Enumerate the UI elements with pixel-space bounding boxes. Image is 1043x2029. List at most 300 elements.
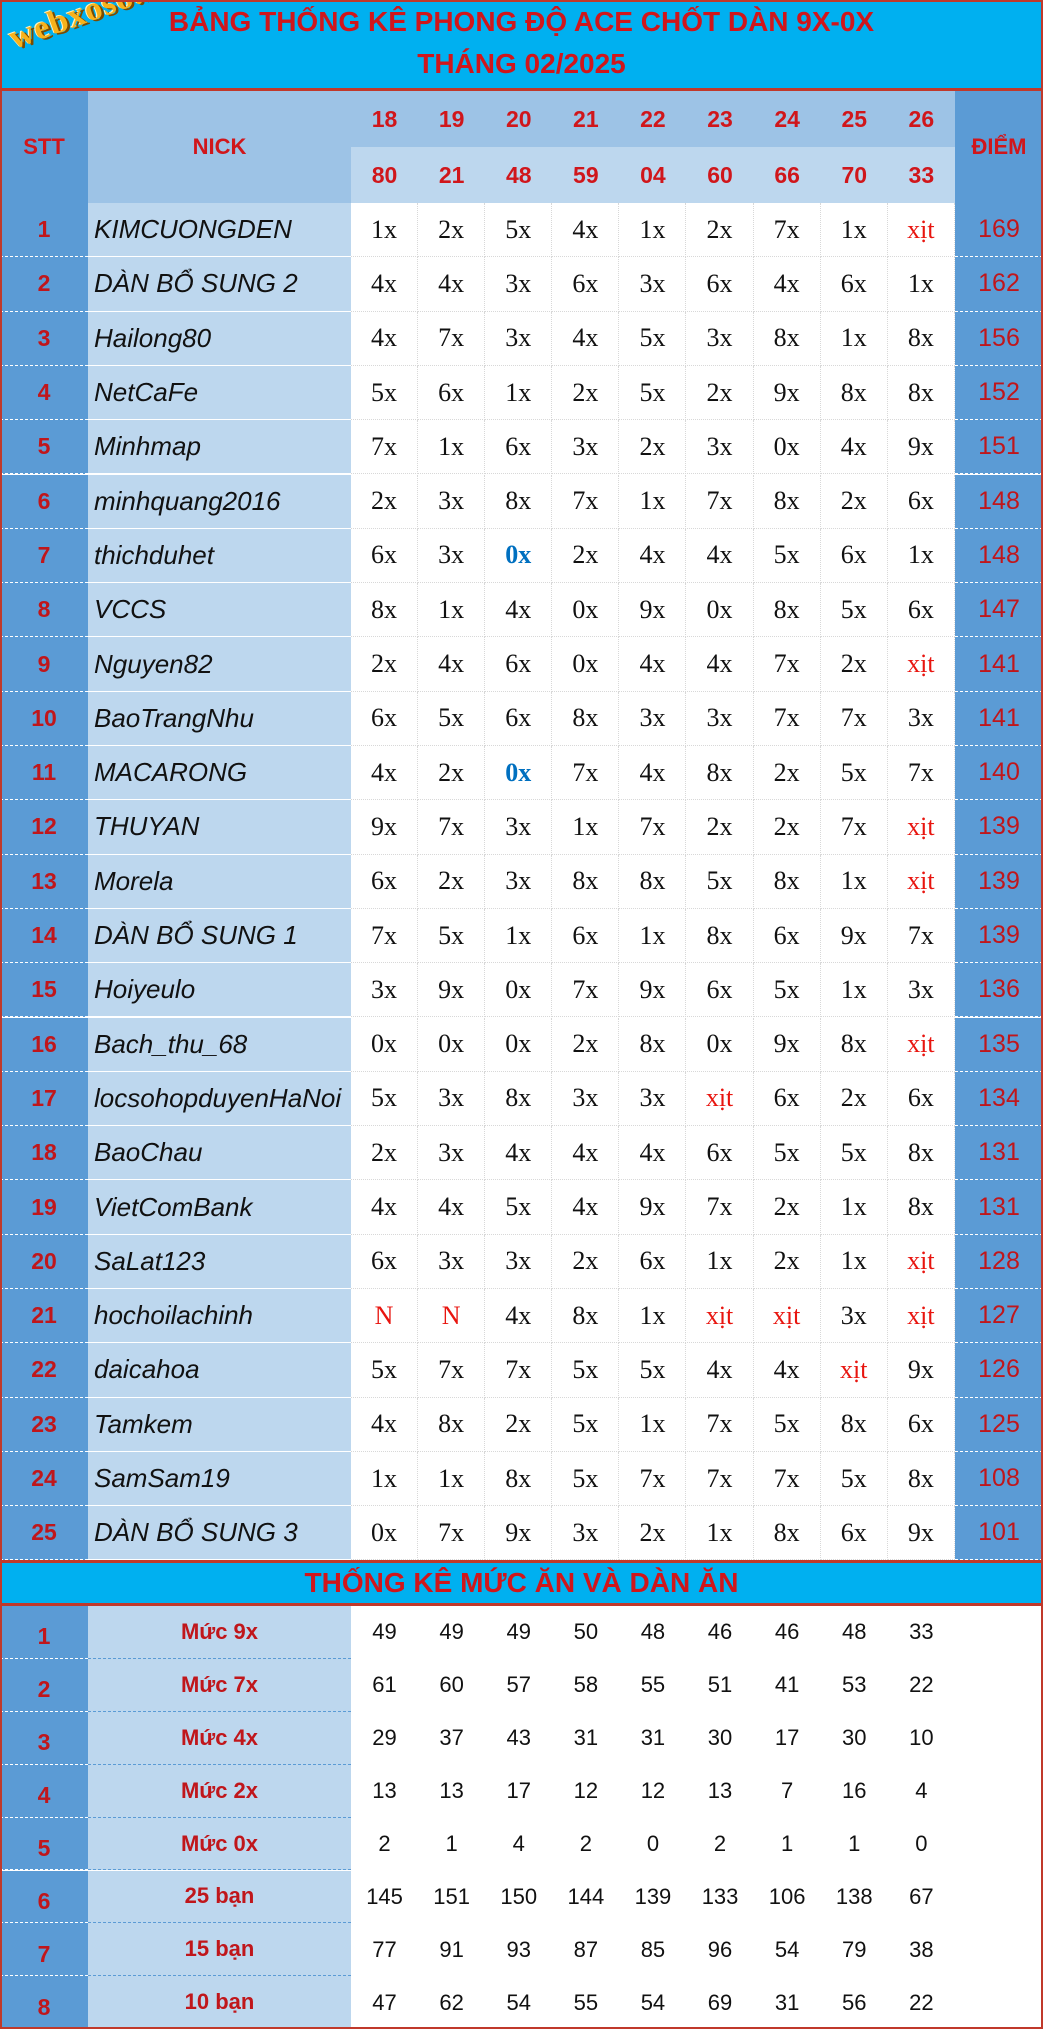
row-cell: 5x xyxy=(351,1072,418,1126)
row-cell: 6x xyxy=(754,909,821,963)
stats-value: 46 xyxy=(774,1619,800,1645)
row-stt: 12 xyxy=(0,800,88,854)
row-cell: 0x xyxy=(485,963,552,1017)
row-cell: 6x xyxy=(888,475,955,529)
stats-value: 49 xyxy=(506,1619,531,1645)
row-stt: 6 xyxy=(0,475,88,529)
row-cell: 2x xyxy=(552,1235,619,1289)
stats-value: 12 xyxy=(640,1778,666,1804)
row-cell: 4x xyxy=(619,1126,686,1180)
row-cell: 7x xyxy=(418,800,485,854)
row-cell: 7x xyxy=(418,312,485,366)
row-score: 135 xyxy=(955,1018,1043,1072)
row-stt: 24 xyxy=(0,1452,88,1506)
stats-value: 13 xyxy=(439,1778,464,1804)
row-cell: 0x xyxy=(351,1506,418,1560)
row-cell: 3x xyxy=(485,257,552,311)
row-cell: 7x xyxy=(418,1506,485,1560)
row-cell: 1x xyxy=(619,475,686,529)
row-cell: 4x xyxy=(754,257,821,311)
stats-value: 12 xyxy=(573,1778,599,1804)
row-cell: 4x xyxy=(552,1126,619,1180)
row-cell: 8x xyxy=(888,312,955,366)
row-cell: 3x xyxy=(821,1289,888,1343)
row-cell: 2x xyxy=(351,475,418,529)
row-nick: hochoilachinh xyxy=(88,1289,351,1343)
row-score: 101 xyxy=(955,1506,1043,1560)
row-stt: 2 xyxy=(0,257,88,311)
row-stt: 8 xyxy=(0,583,88,637)
result-header: 80 xyxy=(371,161,398,188)
stats-value: 41 xyxy=(774,1672,800,1698)
row-cell: 1x xyxy=(485,366,552,420)
stats-stt: 6 xyxy=(0,1871,88,1924)
header-score: ĐIỂM xyxy=(955,91,1043,203)
row-cell: 1x xyxy=(821,312,888,366)
row-cell: 8x xyxy=(351,583,418,637)
row-cell: xịt xyxy=(687,1289,754,1343)
stats-value: 1 xyxy=(781,1831,794,1857)
row-cell: 8x xyxy=(754,475,821,529)
row-cell: 1x xyxy=(619,1289,686,1343)
row-stt: 20 xyxy=(0,1235,88,1289)
row-stt: 19 xyxy=(0,1180,88,1234)
row-score: 128 xyxy=(955,1235,1043,1289)
stats-value: 30 xyxy=(707,1725,733,1751)
row-cell: 8x xyxy=(888,1452,955,1506)
row-stt: 5 xyxy=(0,420,88,474)
row-cell: 6x xyxy=(687,1126,754,1180)
row-cell: 5x xyxy=(754,529,821,583)
row-cell: 9x xyxy=(351,800,418,854)
stats-value: 22 xyxy=(909,1989,934,2015)
row-cell: 3x xyxy=(687,692,754,746)
row-stt: 13 xyxy=(0,855,88,909)
stats-value: 22 xyxy=(909,1672,934,1698)
stats-value: 53 xyxy=(841,1672,867,1698)
stats-value: 150 xyxy=(500,1883,538,1909)
stats-stt: 8 xyxy=(0,1976,88,2029)
row-nick: Hailong80 xyxy=(88,312,351,366)
row-score: 131 xyxy=(955,1126,1043,1180)
stats-value: 60 xyxy=(439,1672,464,1698)
row-cell: 6x xyxy=(418,366,485,420)
row-cell: 2x xyxy=(552,529,619,583)
row-cell: 5x xyxy=(821,583,888,637)
row-stt: 21 xyxy=(0,1289,88,1343)
stats-value: 49 xyxy=(439,1619,464,1645)
row-cell: 6x xyxy=(351,855,418,909)
row-stt: 14 xyxy=(0,909,88,963)
stats-value: 1 xyxy=(445,1831,458,1857)
day-header: 26 xyxy=(908,105,935,132)
stats-value: 17 xyxy=(774,1725,800,1751)
row-nick: DÀN BỔ SUNG 3 xyxy=(88,1506,351,1560)
row-cell: 6x xyxy=(821,257,888,311)
row-score: 136 xyxy=(955,963,1043,1017)
row-cell: 2x xyxy=(754,1180,821,1234)
stats-value: 13 xyxy=(372,1778,397,1804)
row-cell: 9x xyxy=(619,1180,686,1234)
row-score: 151 xyxy=(955,420,1043,474)
day-header: 25 xyxy=(841,105,868,132)
row-cell: 6x xyxy=(888,583,955,637)
stats-value: 31 xyxy=(640,1725,666,1751)
row-cell: 1x xyxy=(552,800,619,854)
row-cell: 1x xyxy=(821,1180,888,1234)
row-cell: xịt xyxy=(888,1289,955,1343)
row-cell: 0x xyxy=(687,1018,754,1072)
row-cell: 2x xyxy=(821,1072,888,1126)
row-cell: 2x xyxy=(821,475,888,529)
row-cell: 7x xyxy=(485,1343,552,1397)
stats-value: 56 xyxy=(841,1989,867,2015)
page-title: BẢNG THỐNG KÊ PHONG ĐỘ ACE CHỐT DÀN 9X-0X xyxy=(168,6,875,37)
row-cell: 8x xyxy=(888,366,955,420)
stats-label: Mức 0x xyxy=(88,1818,351,1871)
row-cell: 6x xyxy=(687,257,754,311)
row-stt: 7 xyxy=(0,529,88,583)
row-stt: 9 xyxy=(0,637,88,691)
day-header: 23 xyxy=(707,105,733,132)
row-cell: 9x xyxy=(754,1018,821,1072)
row-stt: 16 xyxy=(0,1018,88,1072)
row-cell: 1x xyxy=(351,203,418,257)
row-cell: 6x xyxy=(351,529,418,583)
row-cell: 7x xyxy=(687,1398,754,1452)
stats-value: 151 xyxy=(433,1883,470,1909)
row-cell: 8x xyxy=(619,1018,686,1072)
row-nick: BaoTrangNhu xyxy=(88,692,351,746)
day-header: 21 xyxy=(573,105,599,132)
stats-value: 93 xyxy=(506,1936,531,1962)
row-cell: 3x xyxy=(418,1235,485,1289)
stats-value: 51 xyxy=(707,1672,733,1698)
stats-value: 17 xyxy=(506,1778,531,1804)
row-nick: DÀN BỔ SUNG 2 xyxy=(88,257,351,311)
row-cell: 8x xyxy=(687,746,754,800)
row-cell: 4x xyxy=(418,257,485,311)
row-cell: 3x xyxy=(552,1072,619,1126)
stats-value: 49 xyxy=(372,1619,397,1645)
row-cell: 0x xyxy=(552,583,619,637)
row-cell: xịt xyxy=(821,1343,888,1397)
row-nick: daicahoa xyxy=(88,1343,351,1397)
stats-value: 58 xyxy=(573,1672,599,1698)
stats-value: 7 xyxy=(781,1778,794,1804)
row-cell: 5x xyxy=(351,1343,418,1397)
row-cell: 8x xyxy=(485,1452,552,1506)
row-cell: 3x xyxy=(619,257,686,311)
row-cell: 6x xyxy=(754,1072,821,1126)
row-nick: Hoiyeulo xyxy=(88,963,351,1017)
row-cell: 1x xyxy=(888,257,955,311)
stats-value: 144 xyxy=(567,1883,605,1909)
stats-value: 145 xyxy=(366,1883,403,1909)
stats-value: 54 xyxy=(774,1936,800,1962)
row-nick: Morela xyxy=(88,855,351,909)
row-score: 169 xyxy=(955,203,1043,257)
stats-value: 61 xyxy=(372,1672,397,1698)
row-score: 148 xyxy=(955,475,1043,529)
row-cell: 8x xyxy=(888,1180,955,1234)
row-cell: 1x xyxy=(619,1398,686,1452)
row-score: 139 xyxy=(955,800,1043,854)
row-cell: 3x xyxy=(485,800,552,854)
row-cell: 8x xyxy=(552,692,619,746)
row-stt: 10 xyxy=(0,692,88,746)
day-header: 22 xyxy=(640,105,666,132)
row-cell: 4x xyxy=(418,1180,485,1234)
row-stt: 3 xyxy=(0,312,88,366)
result-header: 21 xyxy=(438,161,465,188)
row-cell: 7x xyxy=(687,1180,754,1234)
row-nick: SamSam19 xyxy=(88,1452,351,1506)
row-cell: 3x xyxy=(418,475,485,529)
row-cell: 3x xyxy=(351,963,418,1017)
row-cell: 6x xyxy=(351,692,418,746)
row-cell: 4x xyxy=(552,1180,619,1234)
row-cell: 0x xyxy=(552,637,619,691)
row-cell: 7x xyxy=(418,1343,485,1397)
row-cell: 1x xyxy=(888,529,955,583)
row-cell: 2x xyxy=(418,855,485,909)
row-cell: 4x xyxy=(351,1180,418,1234)
row-score: 134 xyxy=(955,1072,1043,1126)
row-cell: 9x xyxy=(888,420,955,474)
row-nick: VietComBank xyxy=(88,1180,351,1234)
row-cell: 3x xyxy=(418,1072,485,1126)
stats-label: 10 bạn xyxy=(88,1976,351,2029)
row-cell: 1x xyxy=(418,1452,485,1506)
row-cell: 6x xyxy=(821,1506,888,1560)
row-cell: 1x xyxy=(619,909,686,963)
row-cell: 8x xyxy=(754,312,821,366)
row-cell: 7x xyxy=(351,909,418,963)
row-nick: minhquang2016 xyxy=(88,475,351,529)
stats-value: 48 xyxy=(841,1619,867,1645)
row-cell: 5x xyxy=(754,963,821,1017)
stats-value: 29 xyxy=(372,1725,397,1751)
row-cell: 8x xyxy=(485,1072,552,1126)
row-cell: 1x xyxy=(687,1506,754,1560)
row-score: 140 xyxy=(955,746,1043,800)
stats-value: 55 xyxy=(573,1989,599,2015)
stats-value: 2 xyxy=(378,1831,391,1857)
row-cell: 6x xyxy=(687,963,754,1017)
row-cell: 1x xyxy=(821,1235,888,1289)
row-cell: 0x xyxy=(418,1018,485,1072)
row-cell: 7x xyxy=(552,475,619,529)
row-cell: 2x xyxy=(619,1506,686,1560)
row-stt: 23 xyxy=(0,1398,88,1452)
row-cell: 1x xyxy=(821,203,888,257)
row-cell: 3x xyxy=(485,855,552,909)
row-cell: 0x xyxy=(351,1018,418,1072)
row-score: 108 xyxy=(955,1452,1043,1506)
result-header: 33 xyxy=(908,161,935,188)
row-cell: 1x xyxy=(418,583,485,637)
header-nick: NICK xyxy=(88,91,351,203)
row-cell: 2x xyxy=(754,800,821,854)
row-score: 141 xyxy=(955,692,1043,746)
row-cell: 6x xyxy=(485,692,552,746)
row-cell: 6x xyxy=(888,1072,955,1126)
row-cell: 2x xyxy=(418,203,485,257)
stats-value: 48 xyxy=(640,1619,666,1645)
row-stt: 4 xyxy=(0,366,88,420)
row-cell: 5x xyxy=(821,1126,888,1180)
row-nick: thichduhet xyxy=(88,529,351,583)
row-cell: 8x xyxy=(552,855,619,909)
stats-value: 37 xyxy=(439,1725,464,1751)
row-cell: 5x xyxy=(619,366,686,420)
stats-label: Mức 7x xyxy=(88,1659,351,1712)
row-cell: 3x xyxy=(687,312,754,366)
row-cell: 4x xyxy=(619,529,686,583)
day-header: 24 xyxy=(774,105,800,132)
row-cell: 4x xyxy=(754,1343,821,1397)
row-cell: 8x xyxy=(754,583,821,637)
row-cell: N xyxy=(351,1289,418,1343)
stats-value: 69 xyxy=(707,1989,733,2015)
row-cell: 7x xyxy=(687,1452,754,1506)
row-cell: 3x xyxy=(552,420,619,474)
row-score: 139 xyxy=(955,855,1043,909)
row-cell: 4x xyxy=(418,637,485,691)
row-nick: MACARONG xyxy=(88,746,351,800)
stats-value: 31 xyxy=(573,1725,599,1751)
row-cell: 7x xyxy=(687,475,754,529)
stats-value: 38 xyxy=(909,1936,934,1962)
row-cell: 4x xyxy=(351,746,418,800)
stats-value: 79 xyxy=(841,1936,867,1962)
result-header: 04 xyxy=(640,161,666,188)
stats-value: 4 xyxy=(512,1831,525,1857)
row-cell: 4x xyxy=(351,1398,418,1452)
row-cell: 4x xyxy=(687,1343,754,1397)
result-header: 70 xyxy=(841,161,868,188)
row-stt: 18 xyxy=(0,1126,88,1180)
row-cell: 8x xyxy=(552,1289,619,1343)
row-cell: 6x xyxy=(888,1398,955,1452)
row-cell: 4x xyxy=(552,312,619,366)
row-cell: 4x xyxy=(687,637,754,691)
row-cell: 1x xyxy=(821,963,888,1017)
row-cell: 9x xyxy=(888,1506,955,1560)
row-cell: 4x xyxy=(485,1289,552,1343)
row-cell: 3x xyxy=(485,312,552,366)
row-cell: 2x xyxy=(485,1398,552,1452)
day-header: 19 xyxy=(438,105,465,132)
row-cell: 5x xyxy=(821,746,888,800)
row-cell: xịt xyxy=(687,1072,754,1126)
row-cell: 2x xyxy=(754,746,821,800)
row-cell: 2x xyxy=(552,366,619,420)
row-cell: 5x xyxy=(619,1343,686,1397)
row-stt: 22 xyxy=(0,1343,88,1397)
row-cell: 4x xyxy=(619,746,686,800)
row-cell: 2x xyxy=(351,1126,418,1180)
row-cell: 8x xyxy=(485,475,552,529)
row-cell: 5x xyxy=(418,909,485,963)
row-cell: 6x xyxy=(821,529,888,583)
row-cell: 5x xyxy=(821,1452,888,1506)
row-cell: xịt xyxy=(888,203,955,257)
row-cell: 5x xyxy=(485,1180,552,1234)
row-cell: 5x xyxy=(619,312,686,366)
row-score: 127 xyxy=(955,1289,1043,1343)
row-cell: 3x xyxy=(619,692,686,746)
row-cell: 8x xyxy=(687,909,754,963)
row-cell: 4x xyxy=(687,529,754,583)
stats-value: 33 xyxy=(909,1619,934,1645)
row-cell: 4x xyxy=(552,203,619,257)
stats-stt: 2 xyxy=(0,1659,88,1712)
row-cell: 2x xyxy=(619,420,686,474)
row-nick: DÀN BỔ SUNG 1 xyxy=(88,909,351,963)
row-cell: 7x xyxy=(619,800,686,854)
row-cell: xịt xyxy=(888,800,955,854)
row-cell: xịt xyxy=(888,1018,955,1072)
row-nick: BaoChau xyxy=(88,1126,351,1180)
stats-value: 138 xyxy=(835,1883,873,1909)
row-cell: 0x xyxy=(485,1018,552,1072)
row-cell: 0x xyxy=(687,583,754,637)
stats-label: Mức 9x xyxy=(88,1606,351,1659)
stats-value: 139 xyxy=(634,1883,672,1909)
row-score: 148 xyxy=(955,529,1043,583)
row-cell: 8x xyxy=(888,1126,955,1180)
row-cell: 7x xyxy=(754,1452,821,1506)
row-cell: 4x xyxy=(485,1126,552,1180)
row-cell: 0x xyxy=(485,746,552,800)
row-nick: SaLat123 xyxy=(88,1235,351,1289)
row-cell: 0x xyxy=(485,529,552,583)
row-nick: Tamkem xyxy=(88,1398,351,1452)
row-cell: xịt xyxy=(888,1235,955,1289)
row-stt: 1 xyxy=(0,203,88,257)
stats-value: 54 xyxy=(506,1989,531,2015)
page-subtitle: THÁNG 02/2025 xyxy=(417,48,626,79)
row-cell: 9x xyxy=(418,963,485,1017)
row-cell: 7x xyxy=(754,203,821,257)
row-stt: 11 xyxy=(0,746,88,800)
row-cell: 2x xyxy=(687,800,754,854)
row-cell: 3x xyxy=(552,1506,619,1560)
row-cell: xịt xyxy=(754,1289,821,1343)
row-cell: 8x xyxy=(821,1398,888,1452)
row-cell: 7x xyxy=(351,420,418,474)
row-nick: locsohopduyenHaNoi xyxy=(88,1072,351,1126)
row-cell: 3x xyxy=(888,692,955,746)
stats-value: 85 xyxy=(640,1936,666,1962)
row-score: 152 xyxy=(955,366,1043,420)
row-cell: 9x xyxy=(619,963,686,1017)
row-cell: 2x xyxy=(351,637,418,691)
stats-label: Mức 2x xyxy=(88,1765,351,1818)
stats-value: 50 xyxy=(573,1619,599,1645)
row-cell: 8x xyxy=(821,366,888,420)
row-cell: 4x xyxy=(821,420,888,474)
row-cell: 6x xyxy=(485,637,552,691)
row-cell: 3x xyxy=(888,963,955,1017)
row-cell: 7x xyxy=(754,692,821,746)
row-cell: 7x xyxy=(552,963,619,1017)
stats-value: 13 xyxy=(707,1778,733,1804)
row-stt: 17 xyxy=(0,1072,88,1126)
row-cell: 1x xyxy=(619,203,686,257)
